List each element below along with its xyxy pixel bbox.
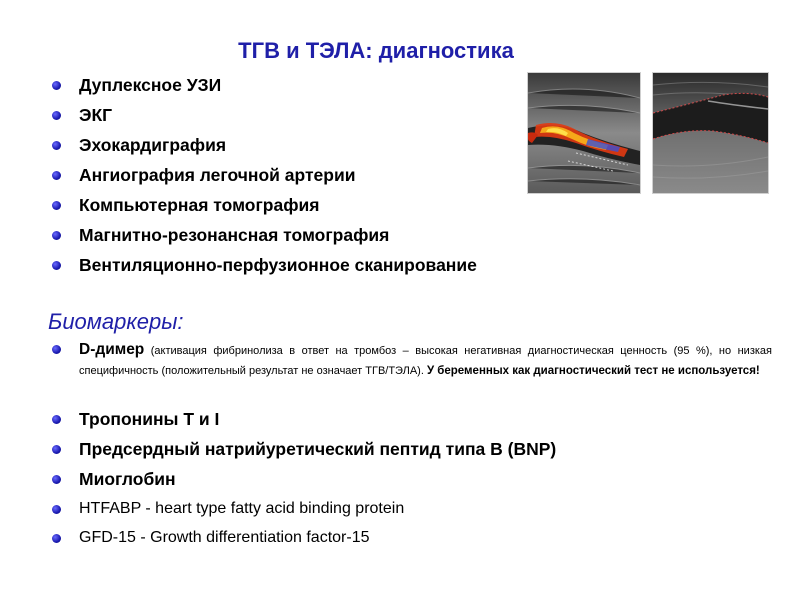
bullet-icon — [52, 261, 61, 270]
marker-label: GFD-15 - Growth differentiation factor-15 — [79, 529, 370, 546]
method-label: ЭКГ — [79, 105, 113, 125]
bullet-icon — [52, 445, 61, 454]
duplex-ultrasound-image — [527, 72, 641, 194]
marker-label: Тропонины Т и I — [79, 409, 220, 429]
d-dimer-warning: У беременных как диагностический тест не используется! — [426, 365, 760, 377]
method-label: Компьютерная томография — [79, 195, 320, 215]
method-item — [52, 250, 477, 280]
method-item — [52, 100, 477, 130]
method-item — [52, 160, 477, 190]
marker-item — [52, 404, 772, 434]
marker-label: Предсердный натрийуретический пептид типа В (BNP) — [79, 439, 557, 459]
bullet-icon — [52, 201, 61, 210]
method-label: Магнитно-резонансная томография — [79, 225, 390, 245]
bullet-icon — [52, 345, 61, 354]
method-item — [52, 220, 477, 250]
grayscale-ultrasound-image — [652, 72, 769, 194]
slide-title: ТГВ и ТЭЛА: диагностика — [238, 38, 514, 63]
d-dimer-item — [52, 340, 772, 404]
bullet-icon — [52, 81, 61, 90]
bullet-icon — [52, 141, 61, 150]
biomarkers-list — [52, 340, 772, 552]
marker-item — [52, 523, 772, 552]
marker-label: HTFABP - heart type fatty acid binding protein — [79, 500, 405, 517]
bullet-icon — [52, 534, 61, 543]
marker-item — [52, 464, 772, 494]
method-label: Дуплексное УЗИ — [79, 75, 222, 95]
method-item — [52, 70, 477, 100]
marker-item — [52, 434, 772, 464]
d-dimer-note: (активация фибринолиза в ответ на тромбоз – высокая негативная диагностическая ценность (95 %), но низкая специфичность (положительный результат не означает ТГВ/ТЭЛА). — [79, 345, 772, 377]
method-item — [52, 130, 477, 160]
biomarkers-heading: Биомаркеры: — [48, 309, 184, 334]
method-label: Эхокардиграфия — [79, 135, 227, 155]
marker-label: Миоглобин — [79, 469, 176, 489]
method-item — [52, 190, 477, 220]
diagnostic-methods-list — [52, 70, 477, 280]
bullet-icon — [52, 171, 61, 180]
d-dimer-term: D-димер — [79, 341, 145, 358]
bullet-icon — [52, 415, 61, 424]
bullet-icon — [52, 505, 61, 514]
bullet-icon — [52, 475, 61, 484]
method-label: Ангиография легочной артерии — [79, 165, 356, 185]
bullet-icon — [52, 231, 61, 240]
method-label: Вентиляционно-перфузионное сканирование — [79, 255, 477, 275]
bullet-icon — [52, 111, 61, 120]
marker-item — [52, 494, 772, 523]
